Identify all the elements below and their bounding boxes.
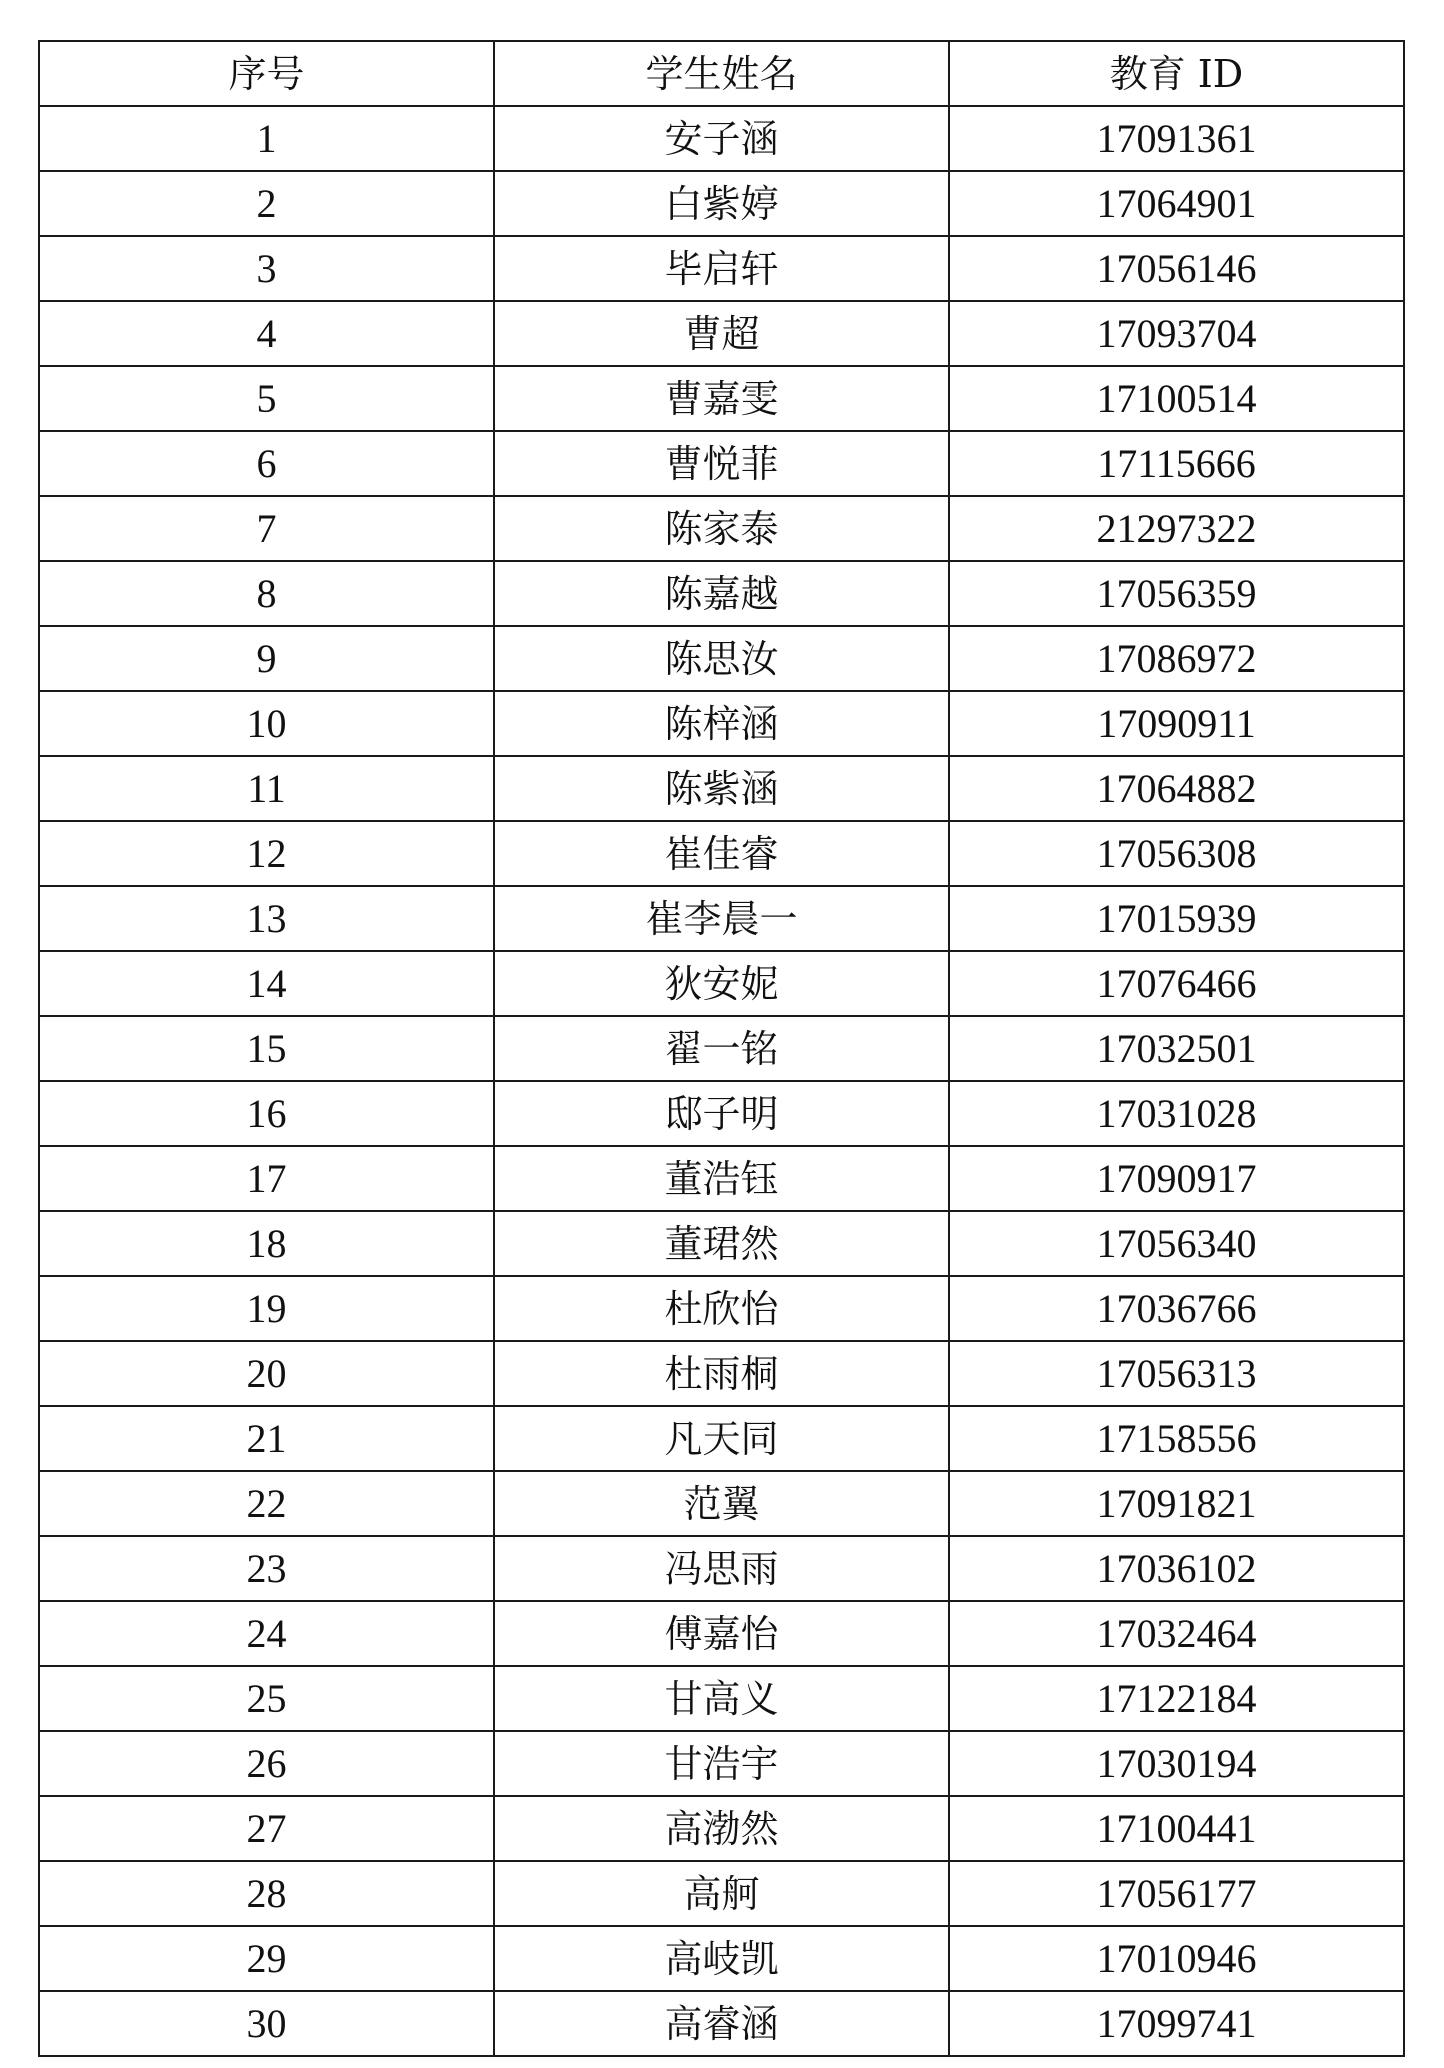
cell-seq: 18 [39, 1211, 494, 1276]
cell-student-name: 董浩钰 [494, 1146, 949, 1211]
cell-student-name: 邸子明 [494, 1081, 949, 1146]
cell-student-name: 高渤然 [494, 1796, 949, 1861]
cell-seq: 12 [39, 821, 494, 886]
cell-seq: 17 [39, 1146, 494, 1211]
cell-edu-id: 17091361 [949, 106, 1404, 171]
table-row [39, 1861, 1404, 1926]
cell-edu-id: 17056359 [949, 561, 1404, 626]
cell-seq: 19 [39, 1276, 494, 1341]
column-header-seq: 序号 [39, 41, 494, 106]
cell-student-name: 陈家泰 [494, 496, 949, 561]
cell-student-name: 翟一铭 [494, 1016, 949, 1081]
table-row [39, 1146, 1404, 1211]
cell-seq: 9 [39, 626, 494, 691]
cell-seq: 14 [39, 951, 494, 1016]
cell-edu-id: 17056313 [949, 1341, 1404, 1406]
cell-student-name: 陈紫涵 [494, 756, 949, 821]
cell-student-name: 高岐凯 [494, 1926, 949, 1991]
cell-edu-id: 17064901 [949, 171, 1404, 236]
cell-edu-id: 17093704 [949, 301, 1404, 366]
student-roster-table [38, 40, 1405, 2057]
cell-seq: 25 [39, 1666, 494, 1731]
cell-student-name: 范翼 [494, 1471, 949, 1536]
cell-edu-id: 17032464 [949, 1601, 1404, 1666]
table-row [39, 171, 1404, 236]
cell-seq: 23 [39, 1536, 494, 1601]
cell-edu-id: 17030194 [949, 1731, 1404, 1796]
table-row [39, 691, 1404, 756]
cell-edu-id: 17056177 [949, 1861, 1404, 1926]
cell-seq: 30 [39, 1991, 494, 2056]
cell-seq: 13 [39, 886, 494, 951]
table-row [39, 1926, 1404, 1991]
cell-seq: 15 [39, 1016, 494, 1081]
table-row [39, 1211, 1404, 1276]
cell-seq: 27 [39, 1796, 494, 1861]
cell-edu-id: 17086972 [949, 626, 1404, 691]
cell-student-name: 崔佳睿 [494, 821, 949, 886]
cell-seq: 11 [39, 756, 494, 821]
cell-student-name: 陈思汝 [494, 626, 949, 691]
cell-edu-id: 17056308 [949, 821, 1404, 886]
cell-seq: 26 [39, 1731, 494, 1796]
cell-student-name: 陈梓涵 [494, 691, 949, 756]
cell-edu-id: 21297322 [949, 496, 1404, 561]
cell-edu-id: 17158556 [949, 1406, 1404, 1471]
cell-student-name: 冯思雨 [494, 1536, 949, 1601]
table-row [39, 1731, 1404, 1796]
cell-edu-id: 17056340 [949, 1211, 1404, 1276]
cell-seq: 28 [39, 1861, 494, 1926]
table-row [39, 1666, 1404, 1731]
table-row [39, 301, 1404, 366]
table-row [39, 1601, 1404, 1666]
cell-student-name: 傅嘉怡 [494, 1601, 949, 1666]
cell-edu-id: 17115666 [949, 431, 1404, 496]
cell-seq: 22 [39, 1471, 494, 1536]
cell-student-name: 曹悦菲 [494, 431, 949, 496]
cell-seq: 21 [39, 1406, 494, 1471]
table-row [39, 1341, 1404, 1406]
cell-student-name: 陈嘉越 [494, 561, 949, 626]
cell-edu-id: 17099741 [949, 1991, 1404, 2056]
cell-student-name: 安子涵 [494, 106, 949, 171]
table-row [39, 1406, 1404, 1471]
table-row [39, 496, 1404, 561]
table-header-row [39, 41, 1404, 106]
cell-seq: 6 [39, 431, 494, 496]
table-row [39, 756, 1404, 821]
cell-edu-id: 17091821 [949, 1471, 1404, 1536]
cell-seq: 2 [39, 171, 494, 236]
cell-edu-id: 17032501 [949, 1016, 1404, 1081]
cell-edu-id: 17100441 [949, 1796, 1404, 1861]
cell-seq: 1 [39, 106, 494, 171]
table-row [39, 626, 1404, 691]
cell-seq: 3 [39, 236, 494, 301]
cell-student-name: 甘高义 [494, 1666, 949, 1731]
table-row [39, 561, 1404, 626]
table-row [39, 1081, 1404, 1146]
table-row [39, 1536, 1404, 1601]
cell-student-name: 崔李晨一 [494, 886, 949, 951]
cell-student-name: 曹超 [494, 301, 949, 366]
cell-edu-id: 17090911 [949, 691, 1404, 756]
cell-edu-id: 17122184 [949, 1666, 1404, 1731]
table-body [39, 106, 1404, 2056]
table-row [39, 106, 1404, 171]
table-row [39, 236, 1404, 301]
table-row [39, 886, 1404, 951]
cell-student-name: 曹嘉雯 [494, 366, 949, 431]
cell-edu-id: 17036102 [949, 1536, 1404, 1601]
cell-student-name: 凡天同 [494, 1406, 949, 1471]
table-row [39, 1471, 1404, 1536]
cell-seq: 10 [39, 691, 494, 756]
cell-seq: 24 [39, 1601, 494, 1666]
cell-seq: 7 [39, 496, 494, 561]
cell-student-name: 甘浩宇 [494, 1731, 949, 1796]
table-row [39, 1016, 1404, 1081]
cell-seq: 29 [39, 1926, 494, 1991]
table-row [39, 366, 1404, 431]
cell-seq: 5 [39, 366, 494, 431]
table-row [39, 431, 1404, 496]
cell-student-name: 白紫婷 [494, 171, 949, 236]
cell-edu-id: 17010946 [949, 1926, 1404, 1991]
cell-student-name: 杜欣怡 [494, 1276, 949, 1341]
table-row [39, 951, 1404, 1016]
cell-student-name: 高舸 [494, 1861, 949, 1926]
cell-student-name: 狄安妮 [494, 951, 949, 1016]
cell-edu-id: 17064882 [949, 756, 1404, 821]
table-row [39, 1796, 1404, 1861]
cell-student-name: 高睿涵 [494, 1991, 949, 2056]
cell-seq: 16 [39, 1081, 494, 1146]
cell-edu-id: 17056146 [949, 236, 1404, 301]
table-row [39, 1991, 1404, 2056]
student-roster-page [38, 40, 1403, 2057]
cell-edu-id: 17100514 [949, 366, 1404, 431]
column-header-edu-id: 教育 ID [949, 41, 1404, 106]
cell-seq: 4 [39, 301, 494, 366]
cell-edu-id: 17076466 [949, 951, 1404, 1016]
cell-seq: 20 [39, 1341, 494, 1406]
cell-seq: 8 [39, 561, 494, 626]
cell-edu-id: 17036766 [949, 1276, 1404, 1341]
cell-edu-id: 17090917 [949, 1146, 1404, 1211]
table-row [39, 821, 1404, 886]
cell-student-name: 董珺然 [494, 1211, 949, 1276]
cell-student-name: 杜雨桐 [494, 1341, 949, 1406]
cell-edu-id: 17015939 [949, 886, 1404, 951]
column-header-student-name: 学生姓名 [494, 41, 949, 106]
table-row [39, 1276, 1404, 1341]
cell-edu-id: 17031028 [949, 1081, 1404, 1146]
cell-student-name: 毕启轩 [494, 236, 949, 301]
